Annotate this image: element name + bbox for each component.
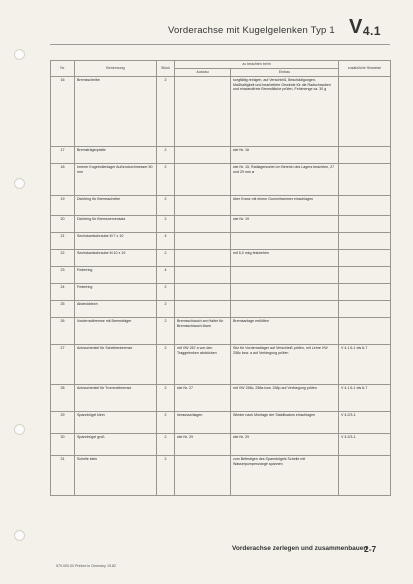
row-stueck: 2: [157, 411, 175, 433]
punch-hole: [14, 178, 25, 189]
punch-hole: [14, 530, 25, 541]
row-einbau: [231, 283, 339, 300]
row-nr: 18: [51, 163, 75, 195]
row-hinweis: V 4.1.6-1 bis 6-7: [339, 384, 391, 411]
row-stueck: 2: [157, 455, 175, 495]
row-nr: 19: [51, 195, 75, 215]
row-benennung: Bremsträgerplatte: [75, 146, 157, 163]
row-ausbau: wie Nr. 27: [175, 384, 231, 411]
page-title: Vorderachse mit Kugelgelenken Typ 1: [168, 25, 335, 36]
row-benennung: Innerer Kugelrollenlager Außendurchmesser 50 mm: [75, 163, 157, 195]
row-benennung: Sechskantschraube M 10 x 19: [75, 249, 157, 266]
row-ausbau: herausschlagen: [175, 411, 231, 433]
row-hinweis: [339, 249, 391, 266]
table-row: [51, 317, 391, 344]
row-ausbau: mit VW 267 a von den Traggelenken abdrücken: [175, 344, 231, 384]
table-row: [51, 215, 391, 232]
col-header-stueck: Stück: [157, 61, 175, 77]
row-ausbau: [175, 195, 231, 215]
table-row: [51, 283, 391, 300]
row-benennung: Federring: [75, 266, 157, 283]
punch-hole: [14, 424, 25, 435]
row-nr: 20: [51, 215, 75, 232]
row-ausbau: [175, 146, 231, 163]
table-row: [51, 344, 391, 384]
row-nr: 27: [51, 344, 75, 384]
table-row: [51, 384, 391, 411]
row-ausbau: [175, 232, 231, 249]
page-number: 2-7: [364, 544, 377, 554]
row-stueck: 2: [157, 163, 175, 195]
col-header-benennung: Benennung: [75, 61, 157, 77]
row-ausbau: [175, 163, 231, 195]
row-ausbau: [175, 76, 231, 146]
row-stueck: 2: [157, 344, 175, 384]
table-row: [51, 232, 391, 249]
col-header-nr: Nr.: [51, 61, 75, 77]
section-code-letter: V: [349, 16, 363, 38]
row-benennung: Achsschenkel für Scheibenbremse: [75, 344, 157, 384]
row-benennung: Sechskantschraube M 7 x 10: [75, 232, 157, 249]
table-row: [51, 146, 391, 163]
row-hinweis: [339, 266, 391, 283]
section-code-number: 4.1: [362, 24, 382, 38]
table-row: [51, 300, 391, 317]
row-hinweis: [339, 300, 391, 317]
row-einbau: wie Nr. 15, Radlagersorten im Bereich des Lagers beachten, 27 und 29 mm ø: [231, 163, 339, 195]
row-benennung: Achsschenkel für Trommelbremse: [75, 384, 157, 411]
row-einbau: wie Nr. 19: [231, 215, 339, 232]
row-stueck: 2: [157, 146, 175, 163]
row-nr: 31: [51, 455, 75, 495]
row-hinweis: [339, 317, 391, 344]
row-einbau: wie Nr. 29: [231, 433, 339, 455]
table-row: [51, 76, 391, 146]
row-nr: 24: [51, 283, 75, 300]
row-benennung: Schelle klein: [75, 455, 157, 495]
row-hinweis: [339, 455, 391, 495]
row-hinweis: [339, 215, 391, 232]
row-nr: 16: [51, 76, 75, 146]
row-hinweis: V 4.2/3-1: [339, 433, 391, 455]
col-header-ausbau: Ausbau: [175, 68, 231, 76]
row-hinweis: [339, 146, 391, 163]
row-stueck: 4: [157, 266, 175, 283]
row-stueck: 2: [157, 195, 175, 215]
row-nr: 25: [51, 300, 75, 317]
row-benennung: Vorderradbremse mit Bremsträger: [75, 317, 157, 344]
row-einbau: [231, 266, 339, 283]
row-einbau: sorgfältig reinigen, auf Verschleiß, Beschädigungen, Maßhaltigkeit und bearbeitete Gewinde für die Radschrauben und einwandfreie Bremsfläche prüfen, Fehlmenge ca. 30 g: [231, 76, 339, 146]
table-row: [51, 163, 391, 195]
row-einbau: Bremsanlage entlüften: [231, 317, 339, 344]
header-divider: [50, 44, 390, 45]
table-row: [51, 455, 391, 495]
row-einbau: Sitz für Vorderradlager auf Verschleiß prüfen, mit Lehre VW 258c bzw. a auf Verbiegung prüfen: [231, 344, 339, 384]
row-ausbau: [175, 455, 231, 495]
row-benennung: Dichtring für Bremsscheibe: [75, 195, 157, 215]
row-ausbau: [175, 266, 231, 283]
col-header-einbau: Einbau: [231, 68, 339, 76]
row-stueck: 2: [157, 317, 175, 344]
row-hinweis: [339, 163, 391, 195]
row-benennung: Bremsscheibe: [75, 76, 157, 146]
punch-hole: [14, 49, 25, 60]
parts-table: [50, 60, 391, 496]
row-ausbau: Bremsschlauch am Halter für Bremsschlauch lösen: [175, 317, 231, 344]
row-ausbau: wie Nr. 29: [175, 433, 231, 455]
row-benennung: Spannbügel groß: [75, 433, 157, 455]
row-stueck: 2: [157, 433, 175, 455]
row-nr: 23: [51, 266, 75, 283]
row-benennung: Spannbügel klein: [75, 411, 157, 433]
row-stueck: 2: [157, 215, 175, 232]
row-nr: 22: [51, 249, 75, 266]
row-einbau: wie Nr. 16: [231, 146, 339, 163]
row-einbau: mit VW 258c, 258a bzw. 258p auf Verbiegung prüfen: [231, 384, 339, 411]
row-hinweis: [339, 76, 391, 146]
table-row: [51, 195, 391, 215]
row-benennung: Dichtring für Bremsnervensatz: [75, 215, 157, 232]
print-note: 579.000.00 Printed in Germany 15.82: [56, 564, 116, 568]
row-stueck: 2: [157, 283, 175, 300]
row-ausbau: [175, 249, 231, 266]
row-stueck: 2: [157, 300, 175, 317]
row-ausbau: [175, 215, 231, 232]
table-row: [51, 266, 391, 283]
row-ausbau: [175, 283, 231, 300]
col-header-hinweise: zusätzliche Hinweise: [339, 61, 391, 77]
row-stueck: 2: [157, 76, 175, 146]
row-hinweis: [339, 232, 391, 249]
section-code: [349, 16, 381, 39]
row-stueck: 4: [157, 232, 175, 249]
row-einbau: zum Befestigen des Spannbügels Schelle mit Wasserpumpenzange spannen: [231, 455, 339, 495]
row-nr: 30: [51, 433, 75, 455]
row-hinweis: [339, 283, 391, 300]
row-einbau: Wieder nach Montage der Stabilisators einschlagen: [231, 411, 339, 433]
row-stueck: 2: [157, 384, 175, 411]
table-row: [51, 249, 391, 266]
row-stueck: 2: [157, 249, 175, 266]
row-hinweis: [339, 195, 391, 215]
col-header-zu-beachten: zu beachten beim: [175, 61, 339, 69]
footer-title: Vorderachse zerlegen und zusammenbauen: [232, 545, 368, 552]
row-benennung: Federring: [75, 283, 157, 300]
row-nr: 21: [51, 232, 75, 249]
row-nr: 28: [51, 384, 75, 411]
row-nr: 29: [51, 411, 75, 433]
row-einbau: mit 5,0 mkg festziehen: [231, 249, 339, 266]
row-benennung: Abdeckblech: [75, 300, 157, 317]
row-hinweis: V 4.2/3-1: [339, 411, 391, 433]
row-nr: 26: [51, 317, 75, 344]
row-einbau: über Kranz mit einem Gummihammer einschlagen: [231, 195, 339, 215]
table-row: [51, 411, 391, 433]
row-nr: 17: [51, 146, 75, 163]
row-einbau: [231, 300, 339, 317]
row-hinweis: V 4.1.6-1 bis 6-7: [339, 344, 391, 384]
row-einbau: [231, 232, 339, 249]
row-ausbau: [175, 300, 231, 317]
table-row: [51, 433, 391, 455]
